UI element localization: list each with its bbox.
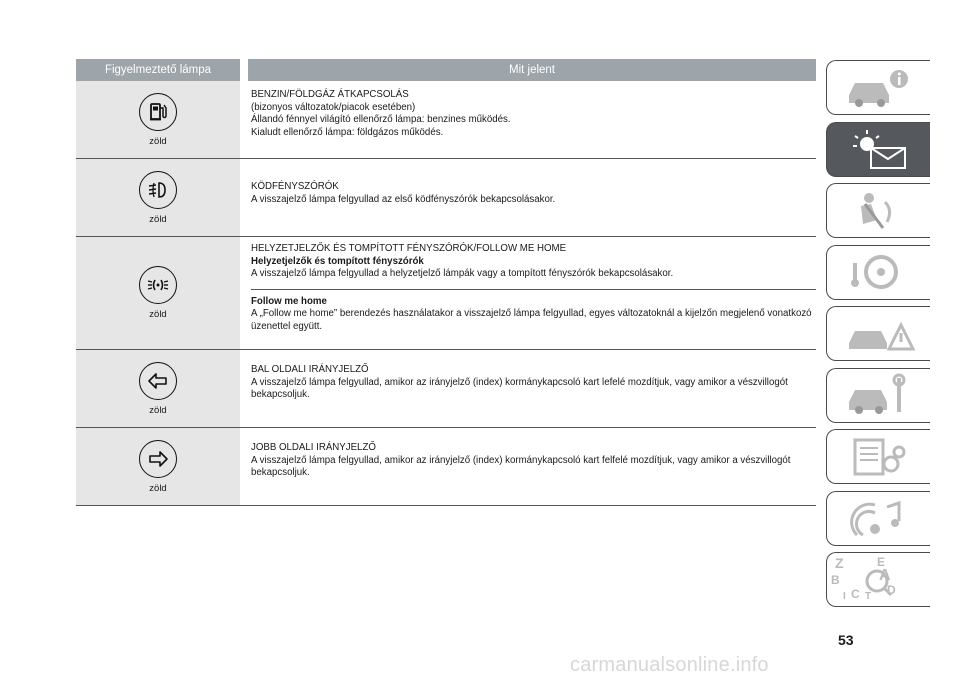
- tab-multimedia[interactable]: [826, 491, 930, 546]
- description-section: [251, 243, 816, 285]
- page-number: 53: [838, 632, 854, 648]
- description-title: HELYZETJELZŐK ÉS TOMPÍTOTT FÉNYSZÓRÓK/FOLLOW ME HOME: [251, 243, 567, 254]
- description-line: A „Follow me home” berendezés használatakor a visszajelző lámpa felgyullad, egyes változatoknál a kijelzőn megjelenő vonatkozó üzenettel együtt.: [251, 308, 812, 332]
- driving-icon: [839, 249, 919, 295]
- lamp-cell: [76, 81, 240, 158]
- car-info-icon: [839, 65, 919, 111]
- right-arrow-icon: [139, 440, 177, 478]
- tab-warning-lights[interactable]: [826, 122, 930, 177]
- description-line: A visszajelző lámpa felgyullad a helyzetjelző lámpák vagy a tompított fényszórók bekapcsolásakor.: [251, 268, 674, 279]
- tab-technical-data[interactable]: [826, 429, 930, 484]
- tab-safety[interactable]: [826, 183, 930, 238]
- lamp-color: zöld: [149, 309, 167, 320]
- description: [248, 428, 816, 505]
- section-title: Follow me home: [251, 295, 327, 307]
- fog-light-icon: [139, 171, 177, 209]
- header-meaning: Mit jelent: [248, 59, 816, 81]
- multimedia-icon: [839, 495, 919, 541]
- watermark: carmanualsonline.info: [570, 654, 769, 676]
- table-row: [76, 81, 816, 159]
- position-lights-icon: [139, 266, 177, 304]
- safety-icon: [839, 188, 919, 234]
- index-letter: C: [851, 587, 860, 601]
- description-line: Kialudt ellenőrző lámpa: földgázos működés.: [251, 126, 444, 138]
- description-title: BAL OLDALI IRÁNYJELZŐ: [251, 364, 369, 375]
- table-row: [76, 159, 816, 237]
- description-line: A visszajelző lámpa felgyullad, amikor az irányjelző (index) kormánykapcsoló kart lefelé mozdítjuk, vagy amikor a vészvillogót bekapcsoljuk.: [251, 376, 788, 400]
- fuel-pump-icon: [139, 93, 177, 131]
- description-title: BENZIN/FÖLDGÁZ ÁTKAPCSOLÁS: [251, 89, 409, 100]
- left-arrow-icon: [139, 362, 177, 400]
- description-line: (bizonyos változatok/piacok esetében): [251, 101, 416, 113]
- description: [248, 350, 816, 427]
- description-title: KÖDFÉNYSZÓRÓK: [251, 181, 339, 192]
- warning-lights-icon: [839, 126, 919, 172]
- emergency-icon: [839, 311, 919, 357]
- table-row: [76, 350, 816, 428]
- tab-car-info[interactable]: [826, 60, 930, 115]
- warning-lights-table: [76, 59, 816, 506]
- chapter-tabs: [826, 60, 930, 614]
- index-letter: E: [877, 555, 886, 569]
- lamp-color: zöld: [149, 404, 167, 416]
- lamp-color: zöld: [149, 213, 167, 225]
- index-letter: B: [831, 573, 840, 587]
- lamp-color: zöld: [149, 482, 167, 494]
- technical-data-icon: [839, 434, 919, 480]
- lamp-cell: [76, 237, 240, 349]
- index-letter: I: [843, 591, 846, 602]
- tab-maintenance[interactable]: [826, 368, 930, 423]
- description: [248, 159, 816, 236]
- table-row: [76, 428, 816, 506]
- header-lamp: Figyelmeztető lámpa: [76, 59, 240, 81]
- tab-index[interactable]: [826, 552, 930, 607]
- lamp-cell: [76, 159, 240, 236]
- lamp-color: zöld: [149, 135, 167, 147]
- description-section: [251, 289, 816, 334]
- section-title: Helyzetjelzők és tompított fényszórók: [251, 255, 424, 267]
- lamp-cell: [76, 428, 240, 505]
- tab-emergency[interactable]: [826, 306, 930, 361]
- tab-driving[interactable]: [826, 245, 930, 300]
- description: [248, 81, 816, 158]
- index-letter: T: [865, 591, 872, 602]
- index-letter: D: [887, 583, 896, 597]
- description-title: JOBB OLDALI IRÁNYJELZŐ: [251, 442, 376, 453]
- lamp-cell: [76, 350, 240, 427]
- index-letter: Z: [835, 555, 844, 571]
- index-letter: A: [879, 567, 891, 584]
- description-line: Állandó fénnyel világító ellenőrző lámpa: benzines működés.: [251, 114, 511, 125]
- maintenance-icon: [839, 372, 919, 418]
- table-row: [76, 237, 816, 350]
- description-line: A visszajelző lámpa felgyullad, amikor az irányjelző (index) kormánykapcsoló kart felfelé mozdítjuk, vagy amikor a vészvillogót bekapcsoljuk.: [251, 454, 791, 478]
- description: [248, 237, 816, 349]
- description-line: A visszajelző lámpa felgyullad az első ködfényszórók bekapcsolásakor.: [251, 193, 556, 205]
- table-header: [76, 59, 816, 81]
